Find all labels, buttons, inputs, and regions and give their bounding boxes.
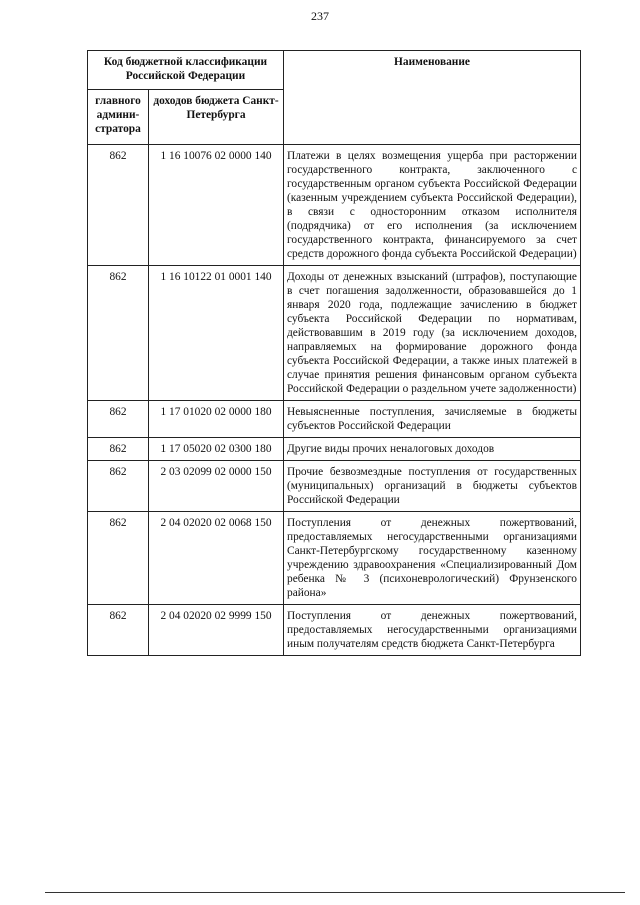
header-row-top (88, 51, 581, 90)
admin-code-cell: 862 (88, 145, 149, 266)
table-row (88, 145, 581, 266)
admin-code-cell: 862 (88, 461, 149, 512)
code-group-header: Код бюджетной классификации Российской Федерации (88, 51, 284, 90)
name-cell: Поступления от денежных пожертвований, предоставляемых негосударственными организациями Санкт-Петербургскому государственному казенному учреждению здравоохранения «Специализированный Дом ребенка № 3 (психоневрологический) Фрунзенского района» (284, 512, 581, 605)
table-row (88, 605, 581, 656)
admin-code-cell: 862 (88, 438, 149, 461)
revenue-code-column-header: доходов бюджета Санкт-Петербурга (149, 90, 284, 145)
revenue-code-cell: 1 17 01020 02 0000 180 (149, 401, 284, 438)
table-row (88, 461, 581, 512)
table-body (88, 145, 581, 656)
revenue-code-cell: 2 04 02020 02 9999 150 (149, 605, 284, 656)
page-number: 237 (311, 9, 329, 23)
admin-code-cell: 862 (88, 266, 149, 401)
name-column-header: Наименование (284, 51, 581, 145)
admin-code-cell: 862 (88, 605, 149, 656)
table-row (88, 266, 581, 401)
table-row (88, 512, 581, 605)
name-cell: Доходы от денежных взысканий (штрафов), поступающие в счет погашения задолженности, образовавшейся до 1 января 2020 года, подлежащие зачислению в бюджет субъекта Российской Федерации по нормативам, действовавшим в 2019 году (за исключением доходов, направляемых на формирование дорожного фонда субъекта Российской Федерации, а также иных платежей в случае принятия решения финансовым органом субъекта Российской Федерации о раздельном учете задолженности) (284, 266, 581, 401)
revenue-code-cell: 1 17 05020 02 0300 180 (149, 438, 284, 461)
name-cell: Поступления от денежных пожертвований, предоставляемых негосударственными организациями иным получателям средств бюджета Санкт-Петербурга (284, 605, 581, 656)
revenue-code-cell: 2 03 02099 02 0000 150 (149, 461, 284, 512)
footer-rule (45, 892, 625, 893)
admin-code-cell: 862 (88, 401, 149, 438)
table-header (88, 51, 581, 145)
name-cell: Прочие безвозмездные поступления от государственных (муниципальных) организаций в бюджеты субъектов Российской Федерации (284, 461, 581, 512)
revenue-code-cell: 1 16 10122 01 0001 140 (149, 266, 284, 401)
table-row (88, 438, 581, 461)
revenue-code-cell: 2 04 02020 02 0068 150 (149, 512, 284, 605)
admin-code-cell: 862 (88, 512, 149, 605)
revenue-code-cell: 1 16 10076 02 0000 140 (149, 145, 284, 266)
table-row (88, 401, 581, 438)
name-cell: Платежи в целях возмещения ущерба при расторжении государственного контракта, заключенного с государственным органом субъекта Российской Федерации (казенным учреждением субъекта Российской Федерации), в связи с односторонним отказом исполнителя (подрядчика) от его исполнения (за исключением государственного контракта, финансируемого за счет средств дорожного фонда субъекта Российской Федерации) (284, 145, 581, 266)
admin-column-header: главного админи-стратора (88, 90, 149, 145)
budget-classification-table (87, 50, 581, 656)
name-cell: Невыясненные поступления, зачисляемые в бюджеты субъектов Российской Федерации (284, 401, 581, 438)
name-cell: Другие виды прочих неналоговых доходов (284, 438, 581, 461)
